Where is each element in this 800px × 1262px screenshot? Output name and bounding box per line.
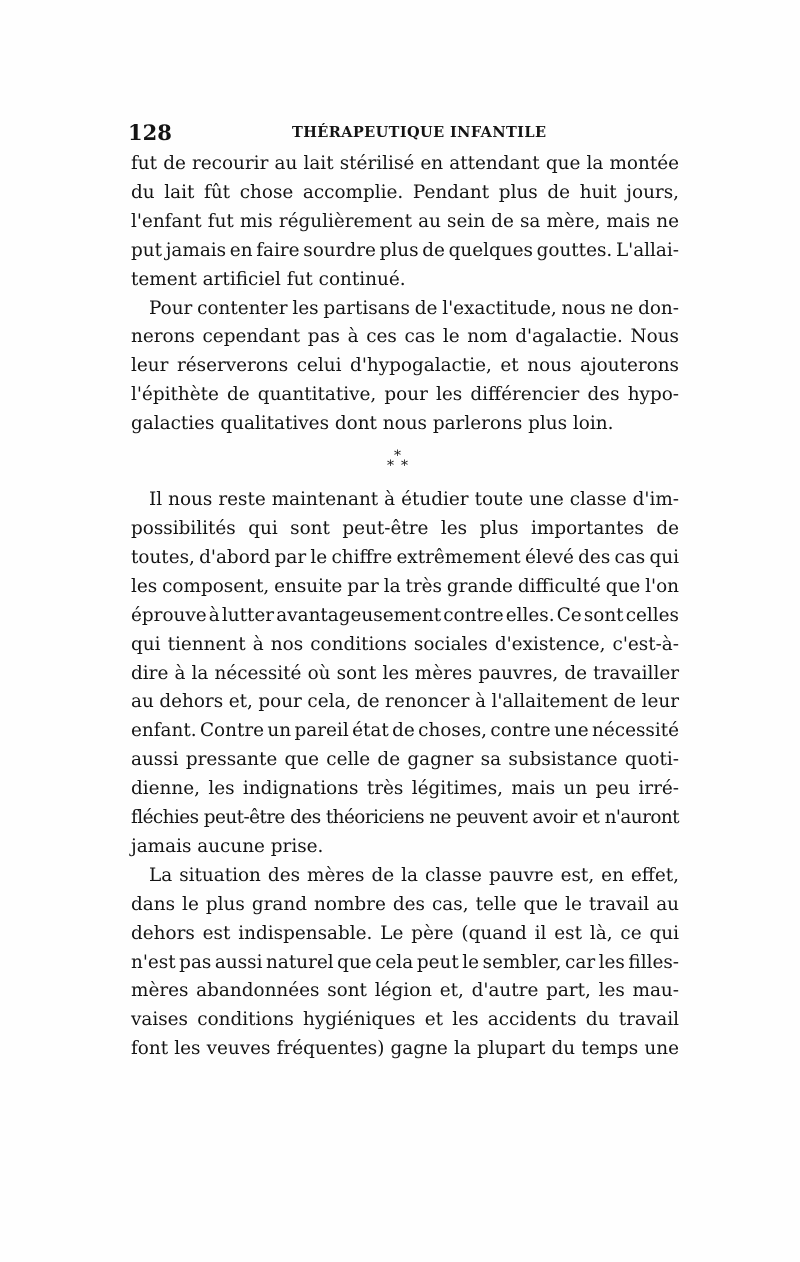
text-line: l'enfant fut mis régulièrement au sein de sa mère, mais ne <box>131 210 679 232</box>
text-line: les composent, ensuite par la très grande difficulté que l'on <box>131 575 679 597</box>
text-line: n'est pas aussi naturel que cela peut le sembler, car les filles- <box>131 951 679 973</box>
text-line: fléchies peut-être des théoriciens ne peuvent avoir et n'auront <box>131 807 679 829</box>
asterism-star: * <box>387 458 394 475</box>
text-line: nerons cependant pas à ces cas le nom d'agalactie. Nous <box>131 326 679 348</box>
text-line: Pour contenter les partisans de l'exactitude, nous ne don- <box>149 297 679 319</box>
text-line: jamais aucune prise. <box>131 835 324 857</box>
text-line: aussi pressante que celle de gagner sa subsistance quoti- <box>131 749 679 771</box>
text-line: galacties qualitatives dont nous parlerons plus loin. <box>131 413 614 435</box>
paragraph-4 <box>131 862 679 1064</box>
text-line: Il nous reste maintenant à étudier toute une classe d'im- <box>149 489 679 511</box>
text-line: La situation des mères de la classe pauvre est, en effet, <box>149 864 679 886</box>
text-line: vaises conditions hygiéniques et les accidents du travail <box>131 1009 679 1031</box>
page-number: 128 <box>128 120 172 145</box>
text-line: possibilités qui sont peut-être les plus importantes de <box>131 517 679 539</box>
text-line: au dehors et, pour cela, de renoncer à l'allaitement de leur <box>131 691 679 713</box>
text-line: l'épithète de quantitative, pour les différencier des hypo- <box>131 384 679 406</box>
text-line: du lait fût chose accomplie. Pendant plus de huit jours, <box>131 181 679 203</box>
text-line: put jamais en faire sourdre plus de quelques gouttes. L'allai- <box>131 239 679 261</box>
text-line: éprouve à lutter avantageusement contre elles. Ce sont celles <box>131 604 679 626</box>
text-line: dienne, les indignations très légitimes, mais un peu irré- <box>131 778 679 800</box>
text-line: fut de recourir au lait stérilisé en attendant que la montée <box>131 153 679 174</box>
section-separator <box>131 439 679 486</box>
text-line: dans le plus grand nombre des cas, telle que le travail au <box>131 893 679 915</box>
text-line: mères abandonnées sont légion et, d'autre part, les mau- <box>131 980 679 1002</box>
text-line: tement artificiel fut continué. <box>131 268 406 290</box>
text-line: qui tiennent à nos conditions sociales d'existence, c'est-à- <box>131 633 679 655</box>
asterism-star: * <box>401 458 408 475</box>
asterism-star: * <box>394 448 401 465</box>
paragraph-2 <box>131 295 679 440</box>
page-header <box>128 120 676 146</box>
text-line: toutes, d'abord par le chiffre extrêmement élevé des cas qui <box>131 546 679 568</box>
paragraph-3 <box>131 486 679 862</box>
text-line: leur réserverons celui d'hypogalactie, et nous ajouterons <box>131 355 679 377</box>
text-line: enfant. Contre un pareil état de choses, contre une nécessité <box>131 720 679 742</box>
text-line: font les veuves fréquentes) gagne la plupart du temps une <box>131 1038 679 1060</box>
paragraph-1 <box>131 150 679 295</box>
text-line: dire à la nécessité où sont les mères pauvres, de travailler <box>131 662 679 684</box>
running-title: THÉRAPEUTIQUE INFANTILE <box>292 124 547 141</box>
page-body <box>131 150 679 1064</box>
text-line: dehors est indispensable. Le père (quand il est là, ce qui <box>131 922 679 944</box>
